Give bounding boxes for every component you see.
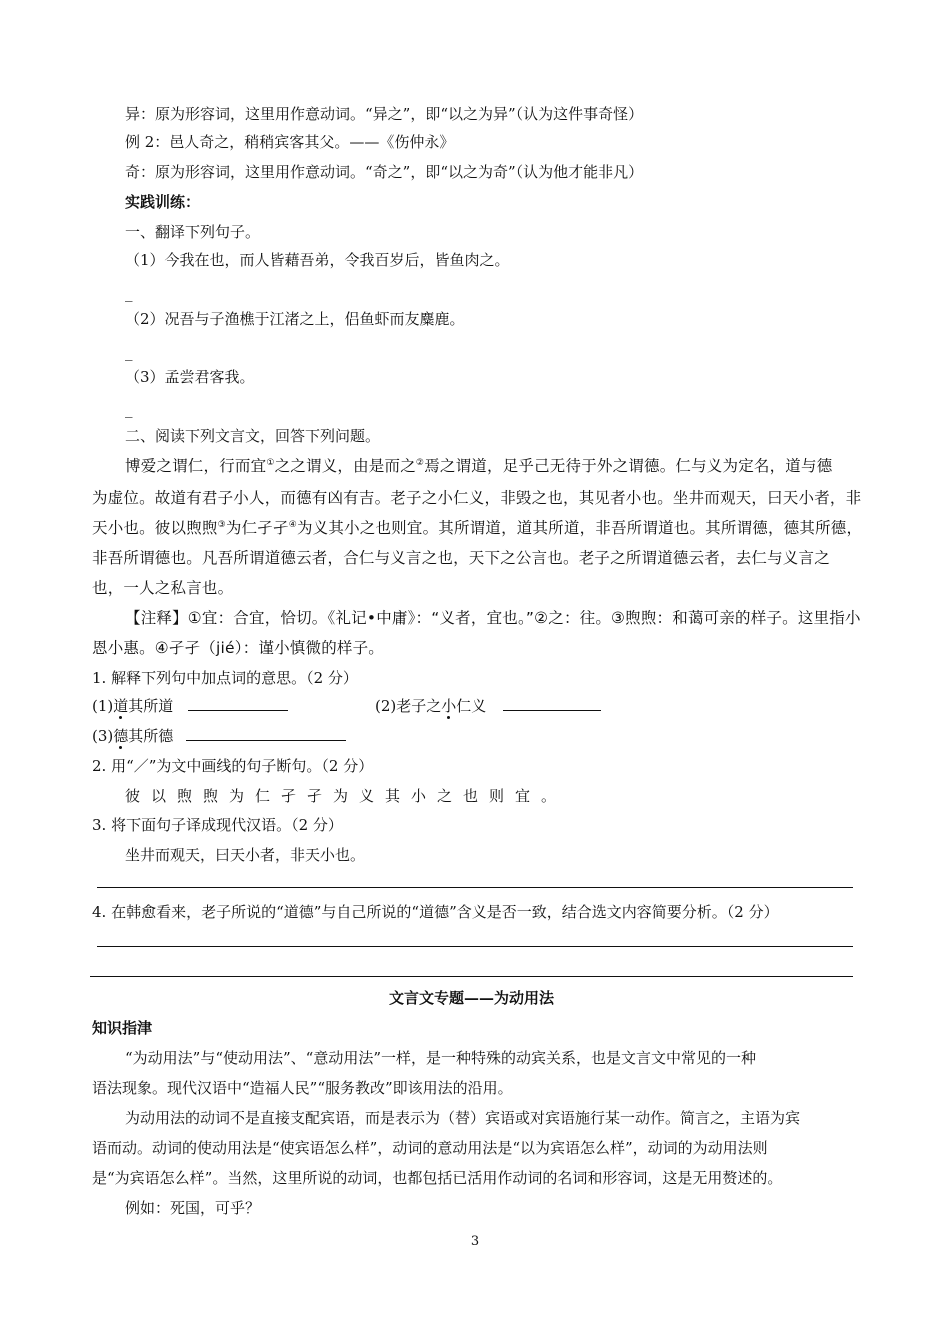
- question-title: 2. 用“／”为文中画线的句子断句。（2 分）: [92, 757, 374, 775]
- paragraph-line: 语而动。动词的使动用法是“使宾语怎么样”，动词的意动用法是“以为宾语怎么样”，动词的为动用法则: [92, 1139, 768, 1157]
- question-title: 1. 解释下列句中加点词的意思。（2 分）: [92, 669, 358, 687]
- question-title: 4. 在韩愈看来，老子所说的“道德”与自己所说的“道德”含义是否一致，结合选文内容简要分析。（2 分）: [92, 903, 779, 921]
- practice-heading: 实践训练：: [125, 193, 201, 211]
- question-item: (3)德其所德: [92, 726, 346, 746]
- question-item: (2)老子之小仁义: [375, 696, 601, 716]
- question-item: （2）况吾与子渔樵于江渚之上，侣鱼虾而友麋鹿。: [125, 310, 465, 328]
- paragraph-line: 语法现象。现代汉语中“造福人民”“服务教改”即该用法的沿用。: [92, 1079, 513, 1097]
- passage-line: 也，一人之私言也。: [92, 579, 234, 597]
- page-number: 3: [470, 1234, 480, 1249]
- paragraph-line: 例如：死国，可乎？: [125, 1199, 261, 1217]
- answer-blank[interactable]: [186, 726, 346, 741]
- notes-line: 恩小惠。④孑孑（jié）：谨小慎微的样子。: [92, 639, 384, 657]
- question-item: （3）孟尝君客我。: [125, 368, 255, 386]
- answer-mark: _: [125, 284, 133, 302]
- section-title: 一、翻译下列句子。: [125, 223, 261, 241]
- passage-line: 非吾所谓德也。凡吾所谓道德云者，合仁与义言之也，天下之公言也。老子之所谓道德云者，去仁与义言之: [92, 549, 830, 567]
- answer-line[interactable]: [97, 946, 853, 947]
- question-item: 彼以煦煦为仁孑孑为义其小之也则宜。: [125, 787, 568, 805]
- text-line: 例 2：邑人奇之，稍稍宾客其父。——《伤仲永》: [125, 133, 455, 151]
- paragraph-line: “为动用法”与“使动用法”、“意动用法”一样，是一种特殊的动宾关系，也是文言文中常见的一种: [125, 1049, 757, 1067]
- passage-line: 博爱之谓仁，行而宜①之之谓义，由是而之②焉之谓道，足乎己无待于外之谓德。仁与义为定名，道与德: [125, 457, 833, 475]
- section-title: 二、阅读下列文言文，回答下列问题。: [125, 427, 381, 445]
- question-title: 3. 将下面句子译成现代汉语。（2 分）: [92, 816, 343, 834]
- answer-blank[interactable]: [188, 696, 288, 711]
- notes-line: 【注释】①宜：合宜，恰切。《礼记•中庸》：“义者，宜也。”②之：往。③煦煦：和蔼可亲的样子。这里指小: [125, 609, 861, 627]
- question-item: (1)道其所道: [92, 696, 288, 716]
- paragraph-line: 为动用法的动词不是直接支配宾语，而是表示为（替）宾语或对宾语施行某一动作。简言之，主语为宾: [125, 1109, 801, 1127]
- text-line: 异：原为形容词，这里用作意动词。“异之”，即“以之为异”（认为这件事奇怪）: [125, 105, 644, 123]
- question-item: （1）今我在也，而人皆藉吾弟，令我百岁后，皆鱼肉之。: [125, 251, 510, 269]
- answer-line[interactable]: [97, 887, 853, 888]
- text-line: 奇：原为形容词，这里用作意动词。“奇之”，即“以之为奇”（认为他才能非凡）: [125, 163, 644, 181]
- answer-mark: _: [125, 343, 133, 361]
- section-divider: [90, 976, 853, 977]
- knowledge-heading: 知识指津: [92, 1019, 153, 1037]
- answer-mark: _: [125, 400, 133, 418]
- question-item: 坐井而观天，曰天小者，非天小也。: [125, 846, 366, 864]
- answer-blank[interactable]: [503, 696, 601, 711]
- passage-line: 天小也。彼以煦煦③为仁孑孑④为义其小之也则宜。其所谓道，道其所道，非吾所谓道也。其所谓德，德其所德，: [92, 519, 863, 537]
- passage-line: 为虚位。故道有君子小人，而德有凶有吉。老子之小仁义，非毁之也，其见者小也。坐井而观天，曰天小者，非: [92, 489, 862, 507]
- topic-title: 文言文专题——为动用法: [388, 989, 554, 1007]
- paragraph-line: 是“为宾语怎么样”。当然，这里所说的动词，也都包括已活用作动词的名词和形容词，这是无用赘述的。: [92, 1169, 783, 1187]
